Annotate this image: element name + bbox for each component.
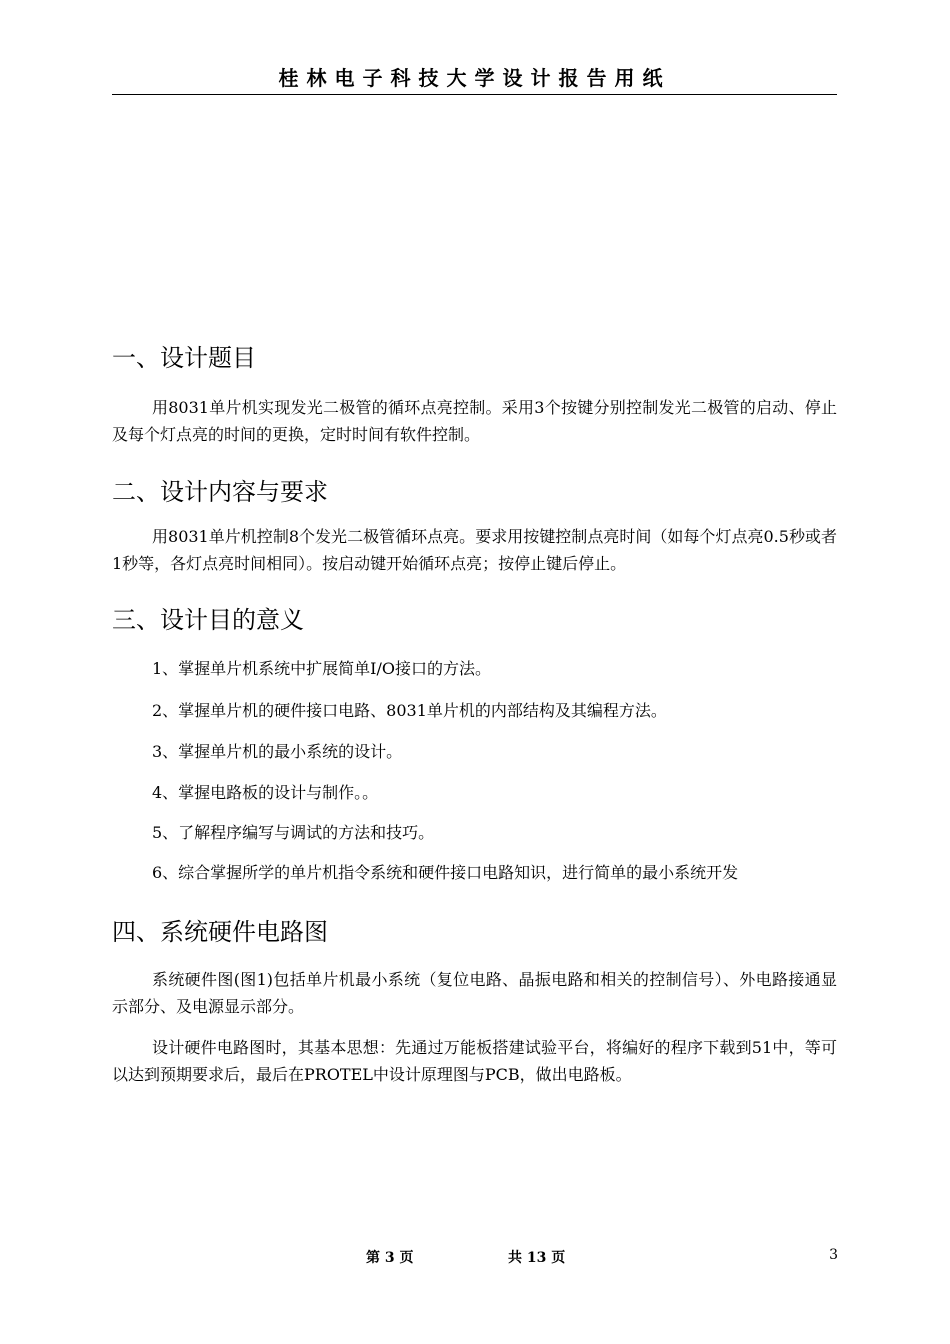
section-2-paragraph: 用8031单片机控制8个发光二极管循环点亮。要求用按键控制点亮时间（如每个灯点亮0.5秒或者1秒等，各灯点亮时间相同）。按启动键开始循环点亮；按停止键后停止。 <box>112 527 837 573</box>
footer-total-label: 共 13 页 <box>508 1250 566 1266</box>
section-heading-3: 三、设计目的意义 <box>112 606 304 634</box>
list-item: 5、了解程序编写与调试的方法和技巧。 <box>152 823 435 842</box>
list-item: 1、掌握单片机系统中扩展简单I/O接口的方法。 <box>152 659 492 678</box>
section-4-paragraph-2: 设计硬件电路图时，其基本思想：先通过万能板搭建试验平台，将编好的程序下载到51中，等可以达到预期要求后，最后在PROTEL中设计原理图与PCB，做出电路板。 <box>112 1038 837 1084</box>
footer-page-label: 第 3 页 <box>366 1250 414 1266</box>
list-item: 6、综合掌握所学的单片机指令系统和硬件接口电路知识，进行简单的最小系统开发 <box>152 863 739 882</box>
page-header-title: 桂林电子科技大学设计报告用纸 <box>278 66 671 90</box>
list-item: 2、掌握单片机的硬件接口电路、8031单片机的内部结构及其编程方法。 <box>152 701 667 720</box>
section-heading-2: 二、设计内容与要求 <box>112 478 328 506</box>
header-rule <box>112 94 837 95</box>
footer-page-number: 3 <box>829 1247 838 1263</box>
list-item: 3、掌握单片机的最小系统的设计。 <box>152 742 403 761</box>
section-heading-4: 四、系统硬件电路图 <box>112 918 328 946</box>
list-item: 4、掌握电路板的设计与制作。。 <box>152 783 379 802</box>
section-4-paragraph-1: 系统硬件图(图1)包括单片机最小系统（复位电路、晶振电路和相关的控制信号）、外电路接通显示部分、及电源显示部分。 <box>112 970 837 1016</box>
section-1-paragraph: 用8031单片机实现发光二极管的循环点亮控制。采用3个按键分别控制发光二极管的启动、停止及每个灯点亮的时间的更换，定时时间有软件控制。 <box>112 398 837 444</box>
section-heading-1: 一、设计题目 <box>112 344 256 372</box>
